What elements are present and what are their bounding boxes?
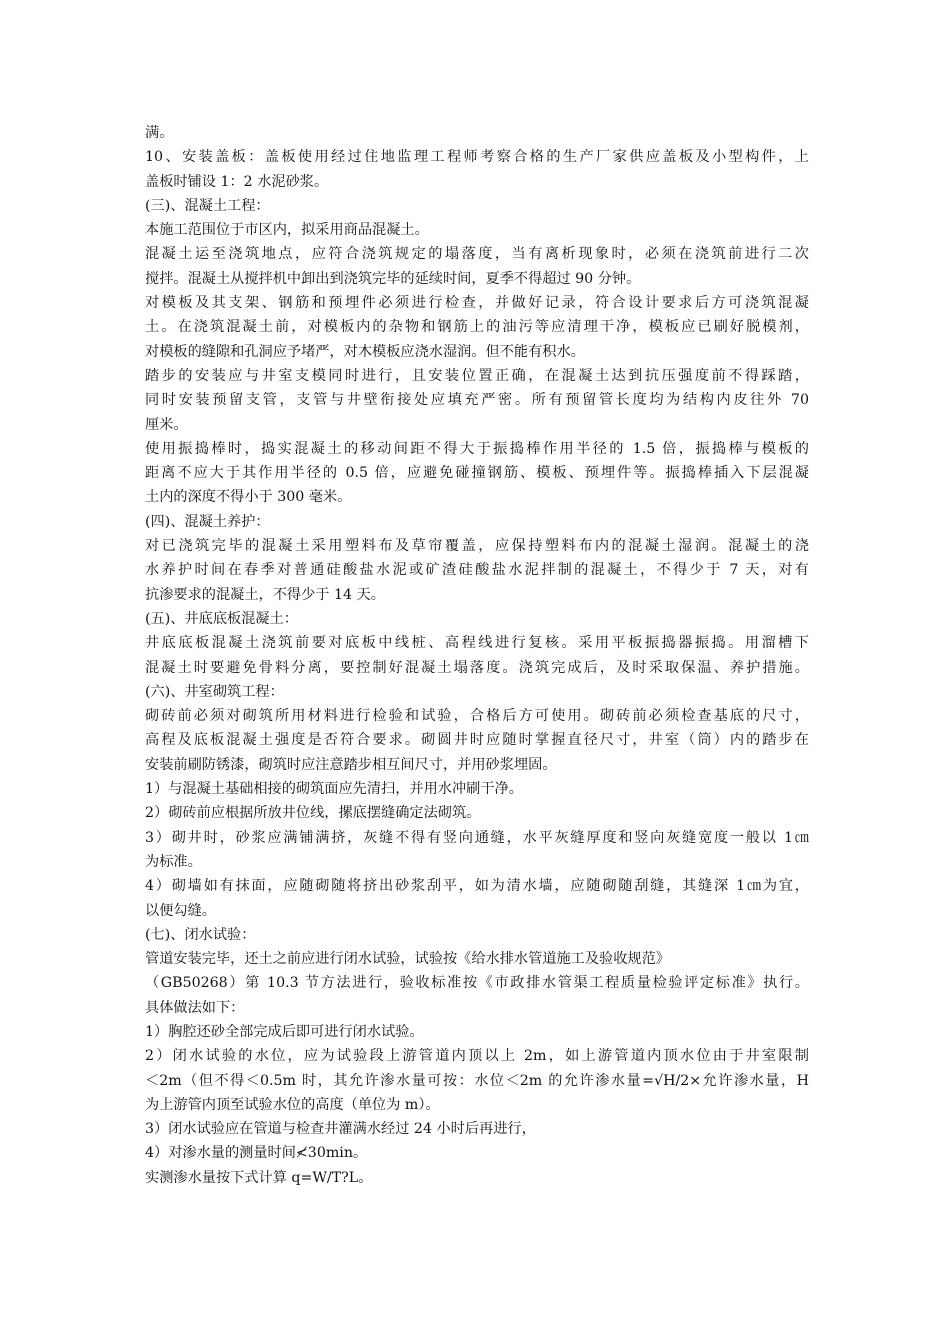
- text-line: 同时安装预留支管，支管与井壁衔接处应填充严密。所有预留管长度均为结构内皮往外 70: [145, 392, 809, 409]
- text-line: 3）砌井时，砂浆应满铺满挤，灰缝不得有竖向通缝，水平灰缝厚度和竖向灰缝宽度一般以 1㎝: [145, 829, 809, 846]
- text-line: 使用振捣棒时，捣实混凝土的移动间距不得大于振捣棒作用半径的 1.5 倍，振捣棒与模板的: [145, 440, 809, 457]
- text-line: 为上游管内顶至试验水位的高度（单位为 m）。: [145, 1096, 440, 1113]
- text-line: 对模板的缝隙和孔洞应予堵严，对木模板应浇水湿润。但不能有积水。: [145, 343, 585, 360]
- text-line: 混凝土时要避免骨料分离，要控制好混凝土塌落度。浇筑完成后，及时采取保温、养护措施。: [145, 659, 809, 676]
- text-line: 4）对渗水量的测量时间≮30min。: [145, 1145, 368, 1162]
- text-line: 具体做法如下：: [145, 999, 245, 1016]
- text-line: (四)、混凝土养护：: [145, 513, 270, 530]
- text-line: 4）砌墙如有抹面，应随砌随将挤出砂浆刮平，如为清水墙，应随砌随刮缝，其缝深 1㎝为宜，: [145, 878, 809, 895]
- text-line: 2）砌砖前应根据所放井位线，摞底摆缝确定法砌筑。: [145, 805, 481, 822]
- text-line: 2）闭水试验的水位，应为试验段上游管道内顶以上 2m，如上游管道内顶水位由于井室限制: [145, 1048, 809, 1065]
- text-line: ＜2m（但不得＜0.5m 时，其允许渗水量可按：水位＜2m 的允许渗水量=√H/2×允许渗水量，H: [145, 1072, 809, 1089]
- text-line: 砌砖前必须对砌筑所用材料进行检验和试验，合格后方可使用。砌砖前必须检查基底的尺寸，: [145, 708, 809, 725]
- text-line: 安装前刷防锈漆，砌筑时应注意踏步相互间尺寸，并用砂浆埋固。: [145, 756, 557, 773]
- text-line: 厘米。: [145, 416, 188, 433]
- text-line: 混凝土运至浇筑地点，应符合浇筑规定的塌落度，当有离析现象时，必须在浇筑前进行二次: [145, 246, 809, 263]
- text-line: 管道安装完毕，还土之前应进行闭水试验，试验按《给水排水管道施工及验收规范》: [145, 951, 670, 968]
- text-line: 盖板时铺设 1：2 水泥砂浆。: [145, 173, 329, 190]
- text-line: 土内的深度不得小于 300 毫米。: [145, 489, 352, 506]
- text-line: 水养护时间在春季对普通硅酸盐水泥或矿渣硅酸盐水泥拌制的混凝土，不得少于 7 天，对有: [145, 562, 809, 579]
- text-line: 3）闭水试验应在管道与检查井灌满水经过 24 小时后再进行，: [145, 1121, 536, 1138]
- text-line: 满。: [145, 125, 174, 141]
- text-line: 踏步的安装应与井室支模同时进行，且安装位置正确，在混凝土达到抗压强度前不得踩踏，: [145, 367, 809, 384]
- text-line: 10、安装盖板：盖板使用经过住地监理工程师考察合格的生产厂家供应盖板及小型构件，上: [145, 149, 809, 166]
- text-line: 为标准。: [145, 853, 202, 870]
- text-line: 土。在浇筑混凝土前，对模板内的杂物和钢筋上的油污等应清理干净，模板应已刷好脱模剂，: [145, 319, 809, 336]
- text-line: 井底底板混凝土浇筑前要对底板中线桩、高程线进行复核。采用平板振捣器振捣。用溜槽下: [145, 635, 809, 652]
- document-body: [145, 121, 809, 1190]
- text-line: (三)、混凝土工程：: [145, 197, 270, 214]
- text-line: 实测渗水量按下式计算 q=W/T?L。: [145, 1169, 373, 1186]
- text-line: 抗渗要求的混凝土，不得少于 14 天。: [145, 586, 385, 603]
- text-line: 1）与混凝土基础相接的砌筑面应先清扫，并用水冲刷干净。: [145, 781, 523, 798]
- text-line: （GB50268）第 10.3 节方法进行，验收标准按《市政排水管渠工程质量检验评定标准》执行。: [145, 975, 809, 992]
- text-line: (六)、井室砌筑工程：: [145, 683, 284, 700]
- text-line: 本施工范围位于市区内，拟采用商品混凝土。: [145, 222, 429, 239]
- text-line: (七)、闭水试验：: [145, 926, 256, 943]
- text-line: (五)、井底底板混凝土：: [145, 610, 298, 627]
- text-line: 1）胸腔还砂全部完成后即可进行闭水试验。: [145, 1023, 424, 1040]
- text-line: 距离不应大于其作用半径的 0.5 倍，应避免碰撞钢筋、模板、预埋件等。振捣棒插入下层混凝: [145, 465, 809, 482]
- text-line: 对模板及其支架、钢筋和预埋件必须进行检查，并做好记录，符合设计要求后方可浇筑混凝: [145, 295, 809, 312]
- text-line: 高程及底板混凝土强度是否符合要求。砌圆井时应随时掌握直径尺寸，井室（筒）内的踏步在: [145, 732, 809, 749]
- text-line: 搅拌。混凝土从搅拌机中卸出到浇筑完毕的延续时间，夏季不得超过 90 分钟。: [145, 270, 641, 287]
- text-line: 以便勾缝。: [145, 902, 216, 919]
- text-line: 对已浇筑完毕的混凝土采用塑料布及草帘覆盖，应保持塑料布内的混凝土湿润。混凝土的浇: [145, 538, 809, 555]
